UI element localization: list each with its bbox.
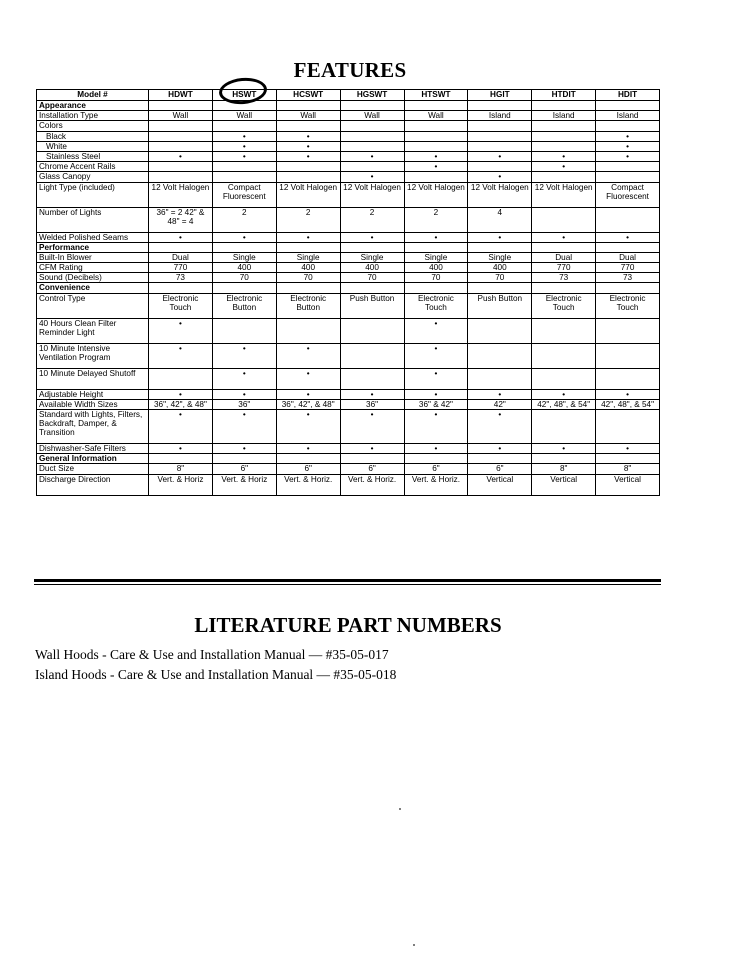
table-cell bbox=[468, 131, 532, 141]
table-cell: Island bbox=[468, 111, 532, 121]
table-cell bbox=[340, 162, 404, 172]
table-cell bbox=[596, 454, 660, 464]
model-header-cell: HDIT bbox=[596, 90, 660, 101]
table-cell bbox=[404, 242, 468, 252]
table-cell bbox=[340, 101, 404, 111]
row-label: White bbox=[37, 141, 149, 151]
table-cell bbox=[596, 162, 660, 172]
table-cell: • bbox=[212, 389, 276, 399]
table-cell bbox=[596, 410, 660, 444]
row-label: CFM Rating bbox=[37, 263, 149, 273]
table-cell bbox=[340, 343, 404, 368]
table-cell bbox=[404, 141, 468, 151]
table-cell bbox=[532, 101, 596, 111]
table-cell bbox=[532, 343, 596, 368]
features-title: FEATURES bbox=[293, 58, 407, 82]
table-cell: 12 Volt Halogen bbox=[468, 182, 532, 207]
table-cell bbox=[149, 131, 213, 141]
table-cell bbox=[532, 318, 596, 343]
table-cell bbox=[276, 121, 340, 131]
table-cell: 770 bbox=[596, 263, 660, 273]
table-cell: 36" bbox=[212, 399, 276, 409]
table-cell: 770 bbox=[532, 263, 596, 273]
table-cell: Vert. & Horiz. bbox=[404, 474, 468, 495]
table-cell: 73 bbox=[149, 273, 213, 283]
table-row bbox=[37, 111, 660, 121]
features-table bbox=[36, 89, 660, 496]
table-cell bbox=[149, 121, 213, 131]
table-cell: • bbox=[149, 151, 213, 161]
table-cell: Compact Fluorescent bbox=[596, 182, 660, 207]
row-label: Standard with Lights, Filters, Backdraft, Damper, & Transition bbox=[37, 410, 149, 444]
table-row bbox=[37, 474, 660, 495]
table-cell: • bbox=[340, 410, 404, 444]
row-label: Performance bbox=[37, 242, 149, 252]
table-cell: Vert. & Horiz bbox=[149, 474, 213, 495]
table-row bbox=[37, 263, 660, 273]
row-label: Installation Type bbox=[37, 111, 149, 121]
feature-rows bbox=[37, 101, 660, 496]
table-cell: • bbox=[340, 151, 404, 161]
table-cell: • bbox=[596, 141, 660, 151]
table-cell bbox=[596, 172, 660, 182]
table-cell: Vertical bbox=[468, 474, 532, 495]
table-cell: Single bbox=[212, 252, 276, 262]
table-cell bbox=[149, 283, 213, 293]
table-cell: • bbox=[212, 141, 276, 151]
table-cell: 6" bbox=[276, 464, 340, 474]
table-cell: • bbox=[276, 410, 340, 444]
table-cell bbox=[149, 368, 213, 389]
table-cell: 73 bbox=[532, 273, 596, 283]
table-cell: 36", 42", & 48" bbox=[276, 399, 340, 409]
table-cell bbox=[532, 141, 596, 151]
table-cell: • bbox=[212, 410, 276, 444]
table-cell: 400 bbox=[404, 263, 468, 273]
model-header-cell: HSWT bbox=[212, 90, 276, 101]
table-cell bbox=[468, 101, 532, 111]
table-cell: 12 Volt Halogen bbox=[340, 182, 404, 207]
table-row bbox=[37, 454, 660, 464]
table-cell: Compact Fluorescent bbox=[212, 182, 276, 207]
table-cell: • bbox=[149, 232, 213, 242]
row-label: General Information bbox=[37, 454, 149, 464]
table-row bbox=[37, 399, 660, 409]
row-label: Adjustable Height bbox=[37, 389, 149, 399]
table-cell: 2 bbox=[340, 207, 404, 232]
row-label: Dishwasher-Safe Filters bbox=[37, 444, 149, 454]
table-row bbox=[37, 444, 660, 454]
table-cell: • bbox=[212, 232, 276, 242]
table-cell: • bbox=[596, 389, 660, 399]
table-cell: Push Button bbox=[468, 293, 532, 318]
table-cell: • bbox=[468, 444, 532, 454]
scan-speck bbox=[399, 808, 401, 810]
table-row bbox=[37, 252, 660, 262]
table-cell: • bbox=[276, 151, 340, 161]
table-cell: • bbox=[149, 444, 213, 454]
table-cell: Dual bbox=[596, 252, 660, 262]
table-row bbox=[37, 182, 660, 207]
table-cell bbox=[468, 121, 532, 131]
model-header-cell: HGIT bbox=[468, 90, 532, 101]
table-cell: 770 bbox=[149, 263, 213, 273]
table-cell: • bbox=[596, 151, 660, 161]
table-cell: 6" bbox=[212, 464, 276, 474]
table-cell bbox=[212, 242, 276, 252]
table-cell bbox=[596, 121, 660, 131]
table-cell: • bbox=[596, 444, 660, 454]
table-cell bbox=[212, 318, 276, 343]
row-label: Built-In Blower bbox=[37, 252, 149, 262]
model-header-cell: HCSWT bbox=[276, 90, 340, 101]
table-cell: 70 bbox=[468, 273, 532, 283]
table-cell: Island bbox=[596, 111, 660, 121]
table-cell: • bbox=[149, 318, 213, 343]
table-cell: 70 bbox=[340, 273, 404, 283]
table-cell bbox=[468, 141, 532, 151]
table-cell bbox=[340, 368, 404, 389]
table-cell: 12 Volt Halogen bbox=[149, 182, 213, 207]
table-cell: • bbox=[212, 444, 276, 454]
table-cell: • bbox=[468, 410, 532, 444]
table-cell: • bbox=[340, 172, 404, 182]
table-cell bbox=[404, 454, 468, 464]
table-cell: Single bbox=[404, 252, 468, 262]
table-cell bbox=[340, 141, 404, 151]
table-row bbox=[37, 368, 660, 389]
section-divider bbox=[34, 579, 661, 582]
table-cell bbox=[404, 101, 468, 111]
table-cell: Single bbox=[276, 252, 340, 262]
row-label: Glass Canopy bbox=[37, 172, 149, 182]
table-cell: 400 bbox=[276, 263, 340, 273]
table-row bbox=[37, 131, 660, 141]
literature-line-wall: Wall Hoods - Care & Use and Installation Manual — #35-05-017 bbox=[35, 647, 389, 662]
table-cell: • bbox=[404, 232, 468, 242]
table-cell bbox=[340, 131, 404, 141]
table-cell: • bbox=[276, 232, 340, 242]
row-label: Black bbox=[37, 131, 149, 141]
table-cell bbox=[212, 454, 276, 464]
table-cell: • bbox=[404, 343, 468, 368]
table-cell: • bbox=[276, 131, 340, 141]
table-cell: • bbox=[340, 232, 404, 242]
table-cell bbox=[468, 162, 532, 172]
table-cell bbox=[276, 242, 340, 252]
table-cell: Wall bbox=[340, 111, 404, 121]
table-cell: Vert. & Horiz. bbox=[276, 474, 340, 495]
model-header-cell: HTDIT bbox=[532, 90, 596, 101]
table-cell: • bbox=[468, 232, 532, 242]
table-cell: Wall bbox=[212, 111, 276, 121]
row-label: Duct Size bbox=[37, 464, 149, 474]
table-cell bbox=[532, 207, 596, 232]
table-cell: • bbox=[149, 410, 213, 444]
table-row bbox=[37, 242, 660, 252]
row-label: 10 Minute Intensive Ventilation Program bbox=[37, 343, 149, 368]
literature-line-island: Island Hoods - Care & Use and Installation Manual — #35-05-018 bbox=[35, 667, 397, 682]
table-cell: 70 bbox=[404, 273, 468, 283]
table-row bbox=[37, 273, 660, 283]
table-cell bbox=[468, 318, 532, 343]
table-cell bbox=[532, 410, 596, 444]
table-cell bbox=[532, 131, 596, 141]
table-cell: • bbox=[276, 141, 340, 151]
table-cell bbox=[532, 121, 596, 131]
table-cell bbox=[468, 368, 532, 389]
table-cell: Electronic Button bbox=[276, 293, 340, 318]
table-cell bbox=[596, 242, 660, 252]
row-label: Light Type (included) bbox=[37, 182, 149, 207]
table-cell bbox=[404, 131, 468, 141]
table-cell: Electronic Touch bbox=[596, 293, 660, 318]
table-cell bbox=[532, 368, 596, 389]
table-cell: Electronic Touch bbox=[532, 293, 596, 318]
table-cell: 8" bbox=[596, 464, 660, 474]
table-cell: Single bbox=[340, 252, 404, 262]
table-cell: • bbox=[276, 343, 340, 368]
model-header-cell: HDWT bbox=[149, 90, 213, 101]
header-row bbox=[37, 90, 660, 101]
table-cell: 12 Volt Halogen bbox=[276, 182, 340, 207]
table-cell: 36" bbox=[340, 399, 404, 409]
table-cell: • bbox=[532, 389, 596, 399]
table-cell: Electronic Button bbox=[212, 293, 276, 318]
table-row bbox=[37, 162, 660, 172]
table-cell bbox=[212, 162, 276, 172]
table-cell: 400 bbox=[468, 263, 532, 273]
table-row bbox=[37, 318, 660, 343]
table-cell: 36" = 2 42" & 48" = 4 bbox=[149, 207, 213, 232]
table-cell bbox=[340, 318, 404, 343]
table-cell: • bbox=[212, 151, 276, 161]
table-cell: • bbox=[532, 151, 596, 161]
table-cell bbox=[340, 121, 404, 131]
table-cell: • bbox=[404, 318, 468, 343]
table-cell bbox=[340, 283, 404, 293]
table-cell bbox=[596, 101, 660, 111]
table-row bbox=[37, 293, 660, 318]
table-cell: • bbox=[532, 232, 596, 242]
table-cell: Wall bbox=[404, 111, 468, 121]
table-cell bbox=[532, 242, 596, 252]
table-row bbox=[37, 172, 660, 182]
table-cell bbox=[468, 454, 532, 464]
table-cell: Single bbox=[468, 252, 532, 262]
table-cell: • bbox=[276, 389, 340, 399]
table-cell bbox=[149, 454, 213, 464]
table-cell bbox=[404, 172, 468, 182]
literature-title: LITERATURE PART NUMBERS bbox=[194, 613, 502, 637]
table-cell: 400 bbox=[340, 263, 404, 273]
table-cell: 70 bbox=[276, 273, 340, 283]
table-cell: 36", 42", & 48" bbox=[149, 399, 213, 409]
table-cell bbox=[468, 343, 532, 368]
table-cell: • bbox=[468, 389, 532, 399]
table-cell: • bbox=[596, 232, 660, 242]
table-cell: Electronic Touch bbox=[404, 293, 468, 318]
table-cell: • bbox=[404, 389, 468, 399]
table-cell bbox=[404, 283, 468, 293]
table-cell bbox=[532, 172, 596, 182]
table-cell bbox=[532, 283, 596, 293]
table-cell bbox=[276, 454, 340, 464]
table-cell: • bbox=[212, 343, 276, 368]
table-cell: 12 Volt Halogen bbox=[532, 182, 596, 207]
table-cell bbox=[532, 454, 596, 464]
table-cell: • bbox=[404, 444, 468, 454]
table-cell bbox=[596, 283, 660, 293]
table-row bbox=[37, 121, 660, 131]
table-cell bbox=[596, 343, 660, 368]
table-cell bbox=[212, 121, 276, 131]
table-cell bbox=[340, 454, 404, 464]
table-cell: 42" bbox=[468, 399, 532, 409]
table-cell bbox=[404, 121, 468, 131]
table-cell bbox=[596, 318, 660, 343]
table-cell: Wall bbox=[149, 111, 213, 121]
table-cell: 2 bbox=[276, 207, 340, 232]
table-cell bbox=[212, 283, 276, 293]
table-cell: • bbox=[532, 444, 596, 454]
table-cell bbox=[276, 162, 340, 172]
table-cell: Vert. & Horiz bbox=[212, 474, 276, 495]
table-cell: • bbox=[149, 343, 213, 368]
table-cell: • bbox=[212, 368, 276, 389]
table-row bbox=[37, 151, 660, 161]
table-row bbox=[37, 464, 660, 474]
table-cell: • bbox=[404, 151, 468, 161]
row-label: Control Type bbox=[37, 293, 149, 318]
table-cell: Dual bbox=[149, 252, 213, 262]
table-row bbox=[37, 389, 660, 399]
table-cell: 4 bbox=[468, 207, 532, 232]
table-cell: • bbox=[404, 162, 468, 172]
table-cell: • bbox=[149, 389, 213, 399]
table-cell: • bbox=[276, 444, 340, 454]
scan-speck bbox=[413, 944, 415, 946]
table-cell: Wall bbox=[276, 111, 340, 121]
table-cell: • bbox=[340, 389, 404, 399]
table-cell: 42", 48", & 54" bbox=[532, 399, 596, 409]
table-cell: 70 bbox=[212, 273, 276, 283]
table-cell: 36" & 42" bbox=[404, 399, 468, 409]
table-cell bbox=[149, 141, 213, 151]
table-cell: 8" bbox=[149, 464, 213, 474]
table-cell: 2 bbox=[212, 207, 276, 232]
table-cell: 2 bbox=[404, 207, 468, 232]
table-cell: 400 bbox=[212, 263, 276, 273]
table-cell: • bbox=[404, 410, 468, 444]
table-cell: 8" bbox=[532, 464, 596, 474]
table-cell: • bbox=[468, 151, 532, 161]
row-label: Discharge Direction bbox=[37, 474, 149, 495]
table-cell bbox=[596, 368, 660, 389]
table-cell bbox=[212, 172, 276, 182]
table-cell: Electronic Touch bbox=[149, 293, 213, 318]
table-cell: 6" bbox=[404, 464, 468, 474]
table-row bbox=[37, 232, 660, 242]
row-label: 10 Minute Delayed Shutoff bbox=[37, 368, 149, 389]
model-header-cell: HTSWT bbox=[404, 90, 468, 101]
table-cell: 12 Volt Halogen bbox=[404, 182, 468, 207]
table-cell: • bbox=[340, 444, 404, 454]
row-label: 40 Hours Clean Filter Reminder Light bbox=[37, 318, 149, 343]
table-cell: 6" bbox=[468, 464, 532, 474]
model-header-cell: HGSWT bbox=[340, 90, 404, 101]
table-cell: 6" bbox=[340, 464, 404, 474]
table-cell bbox=[149, 162, 213, 172]
table-row bbox=[37, 410, 660, 444]
table-cell bbox=[340, 242, 404, 252]
row-label: Chrome Accent Rails bbox=[37, 162, 149, 172]
table-cell bbox=[468, 283, 532, 293]
row-label: Number of Lights bbox=[37, 207, 149, 232]
table-cell bbox=[149, 101, 213, 111]
table-cell: Vertical bbox=[532, 474, 596, 495]
table-cell: • bbox=[212, 131, 276, 141]
table-row bbox=[37, 101, 660, 111]
table-cell: • bbox=[276, 368, 340, 389]
row-label: Colors bbox=[37, 121, 149, 131]
table-cell bbox=[276, 283, 340, 293]
row-label: Appearance bbox=[37, 101, 149, 111]
table-cell: Island bbox=[532, 111, 596, 121]
row-label: Sound (Decibels) bbox=[37, 273, 149, 283]
table-cell bbox=[276, 101, 340, 111]
table-cell: Dual bbox=[532, 252, 596, 262]
row-label: Welded Polished Seams bbox=[37, 232, 149, 242]
table-cell bbox=[596, 207, 660, 232]
table-row bbox=[37, 141, 660, 151]
table-cell: • bbox=[404, 368, 468, 389]
table-cell: Push Button bbox=[340, 293, 404, 318]
model-header: Model # bbox=[37, 90, 149, 101]
table-row bbox=[37, 283, 660, 293]
table-row bbox=[37, 343, 660, 368]
table-cell bbox=[276, 318, 340, 343]
table-cell: • bbox=[532, 162, 596, 172]
table-cell bbox=[276, 172, 340, 182]
table-cell: 42", 48", & 54" bbox=[596, 399, 660, 409]
table-cell bbox=[149, 242, 213, 252]
table-cell bbox=[149, 172, 213, 182]
table-cell: Vert. & Horiz. bbox=[340, 474, 404, 495]
table-cell: • bbox=[596, 131, 660, 141]
table-row bbox=[37, 207, 660, 232]
row-label: Convenience bbox=[37, 283, 149, 293]
table-cell: • bbox=[468, 172, 532, 182]
table-cell bbox=[468, 242, 532, 252]
row-label: Stainless Steel bbox=[37, 151, 149, 161]
table-cell: 73 bbox=[596, 273, 660, 283]
section-divider-thin bbox=[34, 584, 661, 585]
table-cell: Vertical bbox=[596, 474, 660, 495]
row-label: Available Width Sizes bbox=[37, 399, 149, 409]
